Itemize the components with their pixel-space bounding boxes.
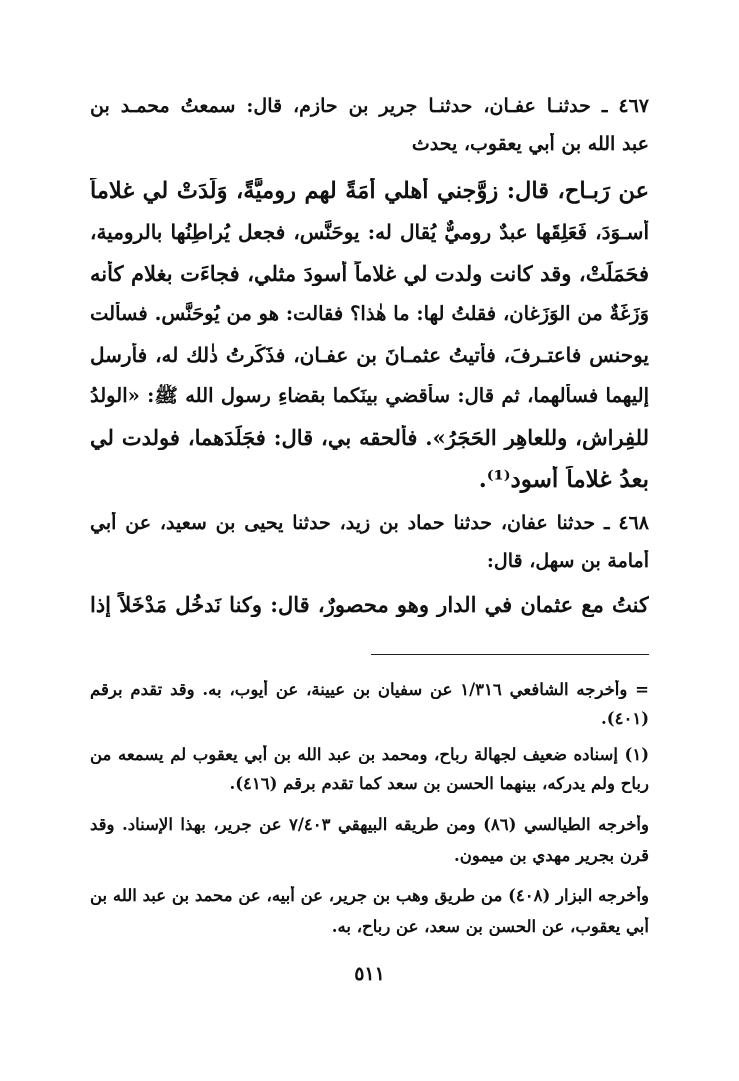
- footnote-line-1: = وأخرجه الشافعي ١/٣١٦ عن سفيان بن عيينة، عن أيوب، به. وقد تقدم برقم: [90, 680, 649, 699]
- footnote-line-2: (٤٠١).: [601, 709, 649, 728]
- hadith-467-text-line-2: أَسـوَدَ، فَعَلِقَها عبدٌ روميٌّ يُقال له: يوحَنَّس، فجعل يُراطِنُها بالرومية،: [90, 220, 649, 244]
- hadith-467-text-line-3: فحَمَلَتْ، وقد كانت ولدت لي غلاماً أَسودَ مثلي، فجاءَت بغلام كأَنه: [90, 261, 649, 286]
- footnote-separator: [371, 654, 649, 655]
- hadith-467-text-line-7: للفِراش، وللعاهِرِ الحَجَرُ». فأَلحقه بي، قال: فجَلَدَهما، فولدت لي: [90, 425, 649, 450]
- hadith-467-text-line-6: إليهما فسأَلهما، ثم قال: سأَقضي بينَكما بقضاءِ رسول الله ﷺ: «الولدُ: [90, 384, 649, 407]
- footnote-line-8: أبي يعقوب، عن الحسن بن سعد، عن رباح، به.: [331, 917, 649, 936]
- hadith-467-isnad-line-1: ٤٦٧ ـ حدثنـا عفـان، حدثنـا جرير بن حازم، قال: سمعتُ محمـد بن: [90, 95, 649, 117]
- hadith-467-text-line-4: وَزَغَةٌ من الوَزَغان، فقلتُ لها: ما هٰذا؟ فقالت: هو من يُوحَنَّس. فسأَلت: [90, 302, 649, 325]
- page-number: ٥١١: [354, 963, 385, 985]
- hadith-467-text-line-8: بعدُ غلاماً أَسود⁽¹⁾.: [478, 466, 649, 493]
- hadith-468-text-line-1: كنتُ مع عثمان في الدارِ وهو محصورٌ، قال: وكنا نَدخُل مَدْخَلاً إذا: [90, 592, 649, 617]
- hadith-467-text-line-5: يوحنس فاعتـرفَ، فأَتيتُ عثمـانَ بن عفـان، فذَكَرتُ ذٰلك له، فأرسل: [90, 343, 649, 367]
- footnote-line-7: وأخرجه البزار (٤٠٨) من طريق وهب بن جرير، عن أبيه، عن محمد بن عبد الله بن: [90, 886, 649, 905]
- footnote-line-4: رباح ولم يدركه، بينهما الحسن بن سعد كما تقدم برقم (٤١٦).: [229, 774, 649, 793]
- hadith-467-text-line-1: عن رَبـاح، قال: زوَّجني أهلي أَمَةً لهم روميَّةً، وَلَدَتْ لي غلاماً: [90, 178, 649, 204]
- footnote-line-3: (١) إسناده ضعيف لجهالة رباح، ومحمد بن عبد الله بن أبي يعقوب لم يسمعه من: [90, 745, 649, 764]
- hadith-468-isnad-line-2: أُمامة بن سهل، قال:: [486, 550, 649, 572]
- footnote-line-5: وأخرجه الطيالسي (٨٦) ومن طريقه البيهقي ٧/٤٠٣ عن جرير، بهذا الإسناد. وقد: [90, 815, 649, 834]
- footnote-line-6: قرن بجرير مهدي بن ميمون.: [453, 846, 649, 865]
- hadith-467-isnad-line-2: عبد الله بن أبي يعقوب، يحدث: [411, 133, 649, 155]
- hadith-468-isnad-line-1: ٤٦٨ ـ حدثنا عفان، حدثنا حماد بن زيد، حدثنا يحيى بن سعيد، عن أَبي: [90, 512, 649, 534]
